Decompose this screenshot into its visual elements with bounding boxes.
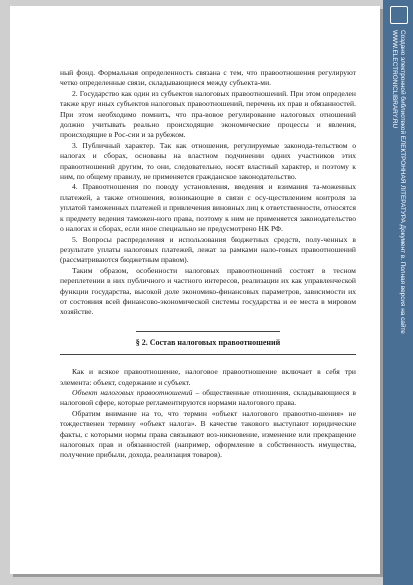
paragraph-object-note: Обратим внимание на то, что термин «объект налогового правоотно-шения» не тождественен термину «объект налога». В качестве такового выступают юридические факты, с которыми нормы права связывают воз-никновение, изменение или прекращение налоговых прав и обязанностей (например, оформление в собственность имущества, получение прибыли, дохода, реализация товаров).	[60, 408, 356, 460]
paragraph-customs: 4. Правоотношения по поводу установления, введения и взимания та-моженных платежей, а также отношения, возникающие в связи с осу-ществлением контроля за уплатой таможенных платежей и привлечения виновных лиц к ответственности, относятся к предмету ведения таможен-ного права, поэтому к ним не применяется законодательство о налогах и сборах, если иное специально не предусмотрено НК РФ.	[60, 182, 356, 234]
banner-line-1: Создано электронной библиотекой ЕЛЕКТРОННАЯ ЛІТЕРАТУРА Документ в. Полная версия на сайте	[399, 30, 406, 334]
section-heading	[60, 331, 356, 355]
paragraph-elements: Как и всякое правоотношение, налоговое правоотношение включает в себя три элемента: объект, содержание и субъект.	[60, 367, 356, 387]
object-term: Объект налоговых правоотношений	[72, 387, 193, 397]
section-heading-text: § 2. Состав налоговых правоотношений	[136, 331, 281, 348]
paragraph-continuation: ный фонд. Формальная определенность связана с тем, что правоотношения регулируют четко определенные связи, складывающиеся между субъекта-ми.	[60, 68, 356, 88]
paragraph-budget: 5. Вопросы распределения и использования бюджетных средств, полу-ченных в результате уплаты налоговых платежей, лежат за рамками нало-говых правоотношений (рассматриваются бюджетным правом).	[60, 234, 356, 265]
object-definition: – общественные отношения, складывающиеся в налоговой сфере, которые регламентируются нормами налогового права.	[60, 387, 357, 408]
library-banner	[383, 0, 413, 585]
banner-text	[390, 30, 406, 334]
paragraph-state-subject: 2. Государство как один из субъектов налоговых правоотношений. При этом определен также круг иных субъектов налоговых правоотношений, перечень их прав и обязанностей. При этом необходимо помнить, что пра-вовое регулирование налоговых отношений должно учитывать реально происходящие экономические процессы и явления, происходящие в Рос-сии и за рубежом.	[60, 88, 356, 140]
banner-link[interactable]: WWW.ELECTRONICLIBRARY.RU	[391, 30, 398, 129]
document-page	[10, 6, 380, 574]
paragraph-object-definition	[60, 388, 356, 409]
paragraph-public-character: 3. Публичный характер. Так как отношения, регулируемые законода-тельством о налогах и сборах, основаны на властном подчинении одних участников этих правоотношений другим, то они, следовательно, носят властный характер, и поэтому к ним, по общему правилу, не применяется гражданское законодательство.	[60, 140, 356, 182]
document-body	[60, 68, 356, 461]
library-logo-icon	[390, 6, 408, 24]
paragraph-conclusion: Таким образом, особенности налоговых правоотношений состоят в тесном переплетении в них публичного и частного интересов, реализации их как управленческой функции государства, высокой доле экономико-финансовых параметров, зависимости их от состояния всей финансово-экономической системы государства и ее места в мировом хозяйстве.	[60, 265, 356, 317]
